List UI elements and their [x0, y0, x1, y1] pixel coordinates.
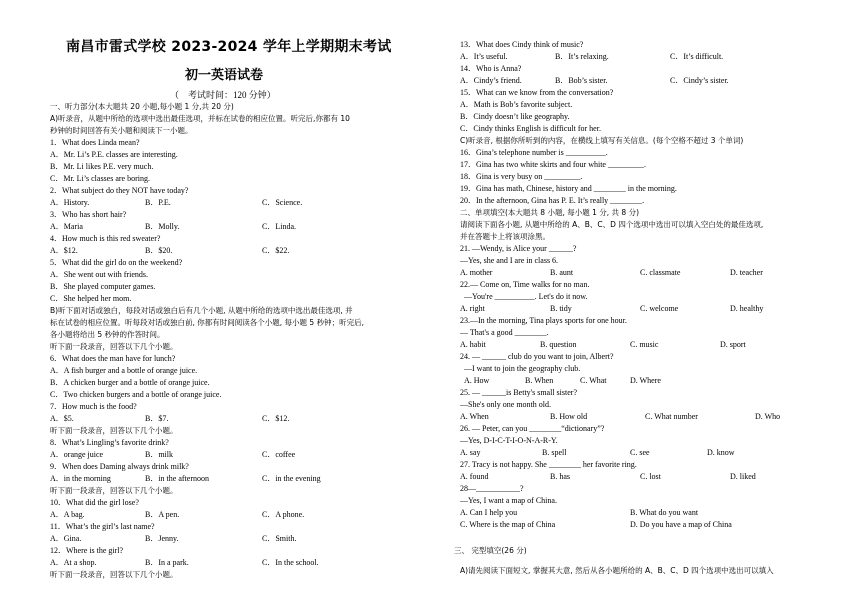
right-line-24-0: — That's a good ________.: [460, 328, 549, 337]
left-line-35-0: 11．What’s the girl’s last name?: [50, 522, 155, 531]
right-line-26-0: 24. — ______ club do you want to join, Albert?: [460, 352, 614, 361]
left-line-37-0: 12．Where is the girl?: [50, 546, 124, 555]
left-line-20-0: 听下面一段录音，回答以下几个小题。: [50, 342, 178, 351]
right-line-10-0: 17．Gina has two white skirts and four white _________.: [460, 160, 646, 169]
right-line-18-0: —Yes, she and I are in class 6.: [460, 256, 559, 265]
left-line-38-0: A．At a shop.: [50, 558, 97, 567]
left-line-36-1: B．Jenny.: [145, 534, 179, 543]
left-line-8-0: A．History.: [50, 198, 90, 207]
left-line-31-2: C．in the evening: [262, 474, 321, 483]
left-line-29-1: B．milk: [145, 450, 174, 459]
left-line-16-0: C．She helped her mom.: [50, 294, 132, 303]
left-line-7-0: 2．What subject do they NOT have today?: [50, 186, 189, 195]
left-line-23-0: B．A chicken burger and a bottle of orange juice.: [50, 378, 210, 387]
left-line-3-0: 1．What does Linda mean?: [50, 138, 140, 147]
left-line-38-2: C．In the school.: [262, 558, 319, 567]
left-line-34-0: A．A bag.: [50, 510, 85, 519]
right-line-7-0: C．Cindy thinks English is difficult for her.: [460, 124, 601, 133]
right-line-33-0: —Yes, D-I-C-T-I-O-N-A-R-Y.: [460, 436, 558, 445]
right-line-1-2: C．It’s difficult.: [670, 52, 724, 61]
right-line-31-1: B. How old: [550, 412, 588, 421]
left-line-0-0: 一、听力部分(本大题共 20 小题,每小题 1 分,共 20 分): [50, 102, 234, 111]
left-line-27-0: 听下面一段录音，回答以下几个小题。: [50, 426, 178, 435]
left-line-36-0: A．Gina.: [50, 534, 82, 543]
left-line-8-1: B．P.E.: [145, 198, 171, 207]
left-line-11-0: 4．How much is this red sweater?: [50, 234, 161, 243]
right-line-28-2: C. What: [580, 376, 607, 385]
right-line-34-1: B. spell: [542, 448, 567, 457]
left-line-9-0: 3．Who has short hair?: [50, 210, 127, 219]
left-line-15-0: B．She played computer games.: [50, 282, 156, 291]
left-line-26-0: A．$5.: [50, 414, 74, 423]
right-line-16-0: 并在答题卡上将该项涂黑。: [460, 232, 550, 241]
left-line-1-0: A)听录音，从题中所给的选项中选出最佳选项，并标在试卷的相应位置。听完后,你都有 10: [50, 114, 350, 123]
right-line-11-0: 18．Gina is very busy on _________.: [460, 172, 583, 181]
right-line-36-1: B. has: [550, 472, 570, 481]
right-line-20-0: 22.— Come on, Time walks for no man.: [460, 280, 590, 289]
exam-time: （ 考试时间：120 分钟）: [170, 90, 276, 100]
right-line-6-0: B．Cindy doesn’t like geography.: [460, 112, 570, 121]
right-line-3-0: A．Cindy’s friend.: [460, 76, 522, 85]
left-line-10-0: A．Maria: [50, 222, 83, 231]
right-line-27-0: —I want to join the geography club.: [464, 364, 581, 373]
exam-subtitle: 初一英语试卷: [185, 68, 264, 83]
left-line-31-0: A．in the morning: [50, 474, 111, 483]
left-line-5-0: B．Mr. Li likes P.E. very much.: [50, 162, 154, 171]
right-line-25-3: D. sport: [720, 340, 746, 349]
right-line-28-1: B. When: [525, 376, 554, 385]
left-line-26-1: B．$7.: [145, 414, 169, 423]
right-line-17-0: 21. —Wendy, is Alice your ______?: [460, 244, 577, 253]
right-line-37-0: 28—___________?: [460, 484, 524, 493]
right-line-22-2: C. welcome: [640, 304, 679, 313]
left-line-28-0: 8．What’s Lingling’s favorite drink?: [50, 438, 169, 447]
right-line-35-0: 27. Tracy is not happy. She ________ her favorite ring.: [460, 460, 637, 469]
left-line-29-0: A．orange juice: [50, 450, 104, 459]
right-line-29-0: 25. — ______is Betty's small sister?: [460, 388, 577, 397]
right-line-39-0: A. Can I help you: [460, 508, 518, 517]
right-line-3-2: C．Cindy’s sister.: [670, 76, 729, 85]
right-line-19-2: C. classmate: [640, 268, 681, 277]
right-line-8-0: C)听录音, 根据你所听到的内容，在横线上填写有关信息。(每个空格不超过 3 个单词): [460, 136, 744, 145]
right-line-0-0: 13．What does Cindy think of music?: [460, 40, 584, 49]
right-line-23-0: 23.—In the morning, Tina plays sports for one hour.: [460, 316, 627, 325]
right-line-19-0: A. mother: [460, 268, 493, 277]
left-line-22-0: A．A fish burger and a bottle of orange juice.: [50, 366, 198, 375]
left-line-14-0: A．She went out with friends.: [50, 270, 148, 279]
left-line-4-0: A．Mr. Li’s P.E. classes are interesting.: [50, 150, 178, 159]
right-line-31-2: C. What number: [645, 412, 698, 421]
right-line-28-3: D. Where: [630, 376, 661, 385]
right-line-19-1: B. aunt: [550, 268, 574, 277]
right-line-22-0: A. right: [460, 304, 485, 313]
exam-title: 南昌市雷式学校 2023-2024 学年上学期期末考试: [66, 39, 392, 55]
right-line-1-0: A．It’s useful.: [460, 52, 508, 61]
right-line-32-0: 26. — Peter, can you ________“dictionary”?: [460, 424, 605, 433]
left-line-30-0: 9．When does Daming always drink milk?: [50, 462, 189, 471]
left-line-31-1: B．in the afternoon: [145, 474, 209, 483]
right-line-34-3: D. know: [707, 448, 735, 457]
right-line-4-0: 15．What can we know from the conversation?: [460, 88, 614, 97]
left-line-26-2: C．$12.: [262, 414, 290, 423]
left-line-21-0: 6．What does the man have for lunch?: [50, 354, 176, 363]
left-line-10-1: B．Molly.: [145, 222, 180, 231]
right-line-19-3: D. teacher: [730, 268, 763, 277]
right-line-2-0: 14．Who is Anna?: [460, 64, 522, 73]
left-line-24-0: C．Two chicken burgers and a bottle of orange juice.: [50, 390, 222, 399]
right-line-36-2: C. lost: [640, 472, 661, 481]
right-line-36-0: A. found: [460, 472, 489, 481]
right-line-28-0: A. How: [464, 376, 490, 385]
right-line-42-0: A)请先阅读下面短文, 掌握其大意, 然后从各小题所给的 A、B、C、D 四个选项中选出可以填入: [460, 566, 774, 575]
right-line-40-1: D. Do you have a map of China: [630, 520, 732, 529]
right-line-3-1: B．Bob’s sister.: [555, 76, 608, 85]
right-line-15-0: 请阅读下面各小题, 从题中所给的 A、B、C、D 四个选项中选出可以填入空白处的最佳选项,: [460, 220, 764, 229]
right-line-38-0: —Yes, I want a map of China.: [460, 496, 557, 505]
left-line-34-2: C．A phone.: [262, 510, 305, 519]
right-line-30-0: —She's only one month old.: [460, 400, 551, 409]
right-line-36-3: D. liked: [730, 472, 756, 481]
left-line-38-1: B．In a park.: [145, 558, 189, 567]
left-line-32-0: 听下面一段录音，回答以下几个小题。: [50, 486, 178, 495]
right-line-9-0: 16．Gina’s telephone number is __________.: [460, 148, 608, 157]
right-line-14-0: 二、单项填空(本大题共 8 小题, 每小题 1 分, 共 8 分): [460, 208, 640, 217]
right-line-25-0: A. habit: [460, 340, 486, 349]
left-line-25-0: 7．How much is the food?: [50, 402, 137, 411]
right-line-41-0: 三、 完型填空(26 分): [454, 546, 527, 555]
right-line-5-0: A．Math is Bob’s favorite subject.: [460, 100, 573, 109]
left-line-39-0: 听下面一段录音，回答以下几个小题。: [50, 570, 178, 579]
left-line-17-0: B)听下面对话或独白，每段对话或独白后有几个小题, 从题中所给的选项中选出最佳选项, 并: [50, 306, 353, 315]
right-line-40-0: C. Where is the map of China: [460, 520, 556, 529]
right-line-25-2: C. music: [630, 340, 659, 349]
left-line-34-1: B．A pen.: [145, 510, 180, 519]
right-line-21-0: —You're __________. Let's do it now.: [464, 292, 588, 301]
right-line-31-3: D. Who: [755, 412, 781, 421]
right-line-13-0: 20．In the afternoon, Gina has P. E. It’s really ________.: [460, 196, 645, 205]
left-line-18-0: 标在试卷的相应位置。听每段对话或独白前, 你都有时间阅读各个小题, 每小题 5 秒钟；听完后,: [50, 318, 364, 327]
left-line-12-0: A．$12.: [50, 246, 78, 255]
right-line-31-0: A. When: [460, 412, 489, 421]
left-line-12-2: C．$22.: [262, 246, 290, 255]
right-line-34-2: C. see: [630, 448, 650, 457]
right-line-12-0: 19．Gina has math, Chinese, history and ________ in the morning.: [460, 184, 677, 193]
right-line-22-1: B. tidy: [550, 304, 572, 313]
left-line-13-0: 5．What did the girl do on the weekend?: [50, 258, 183, 267]
right-line-34-0: A. say: [460, 448, 481, 457]
left-line-19-0: 各小题将给出 5 秒钟的作答时间。: [50, 330, 165, 339]
left-line-8-2: C．Science.: [262, 198, 303, 207]
right-line-25-1: B. question: [540, 340, 577, 349]
left-line-33-0: 10．What did the girl lose?: [50, 498, 139, 507]
left-line-29-2: C．coffee: [262, 450, 296, 459]
right-line-22-3: D. healthy: [730, 304, 764, 313]
right-line-39-1: B. What do you want: [630, 508, 699, 517]
left-line-6-0: C．Mr. Li’s classes are boring.: [50, 174, 150, 183]
left-line-2-0: 秒钟的时间回答有关小题和阅读下一小题。: [50, 126, 193, 135]
left-line-36-2: C．Smith.: [262, 534, 297, 543]
right-line-1-1: B．It’s relaxing.: [555, 52, 609, 61]
left-line-10-2: C．Linda.: [262, 222, 296, 231]
left-line-12-1: B．$20.: [145, 246, 173, 255]
